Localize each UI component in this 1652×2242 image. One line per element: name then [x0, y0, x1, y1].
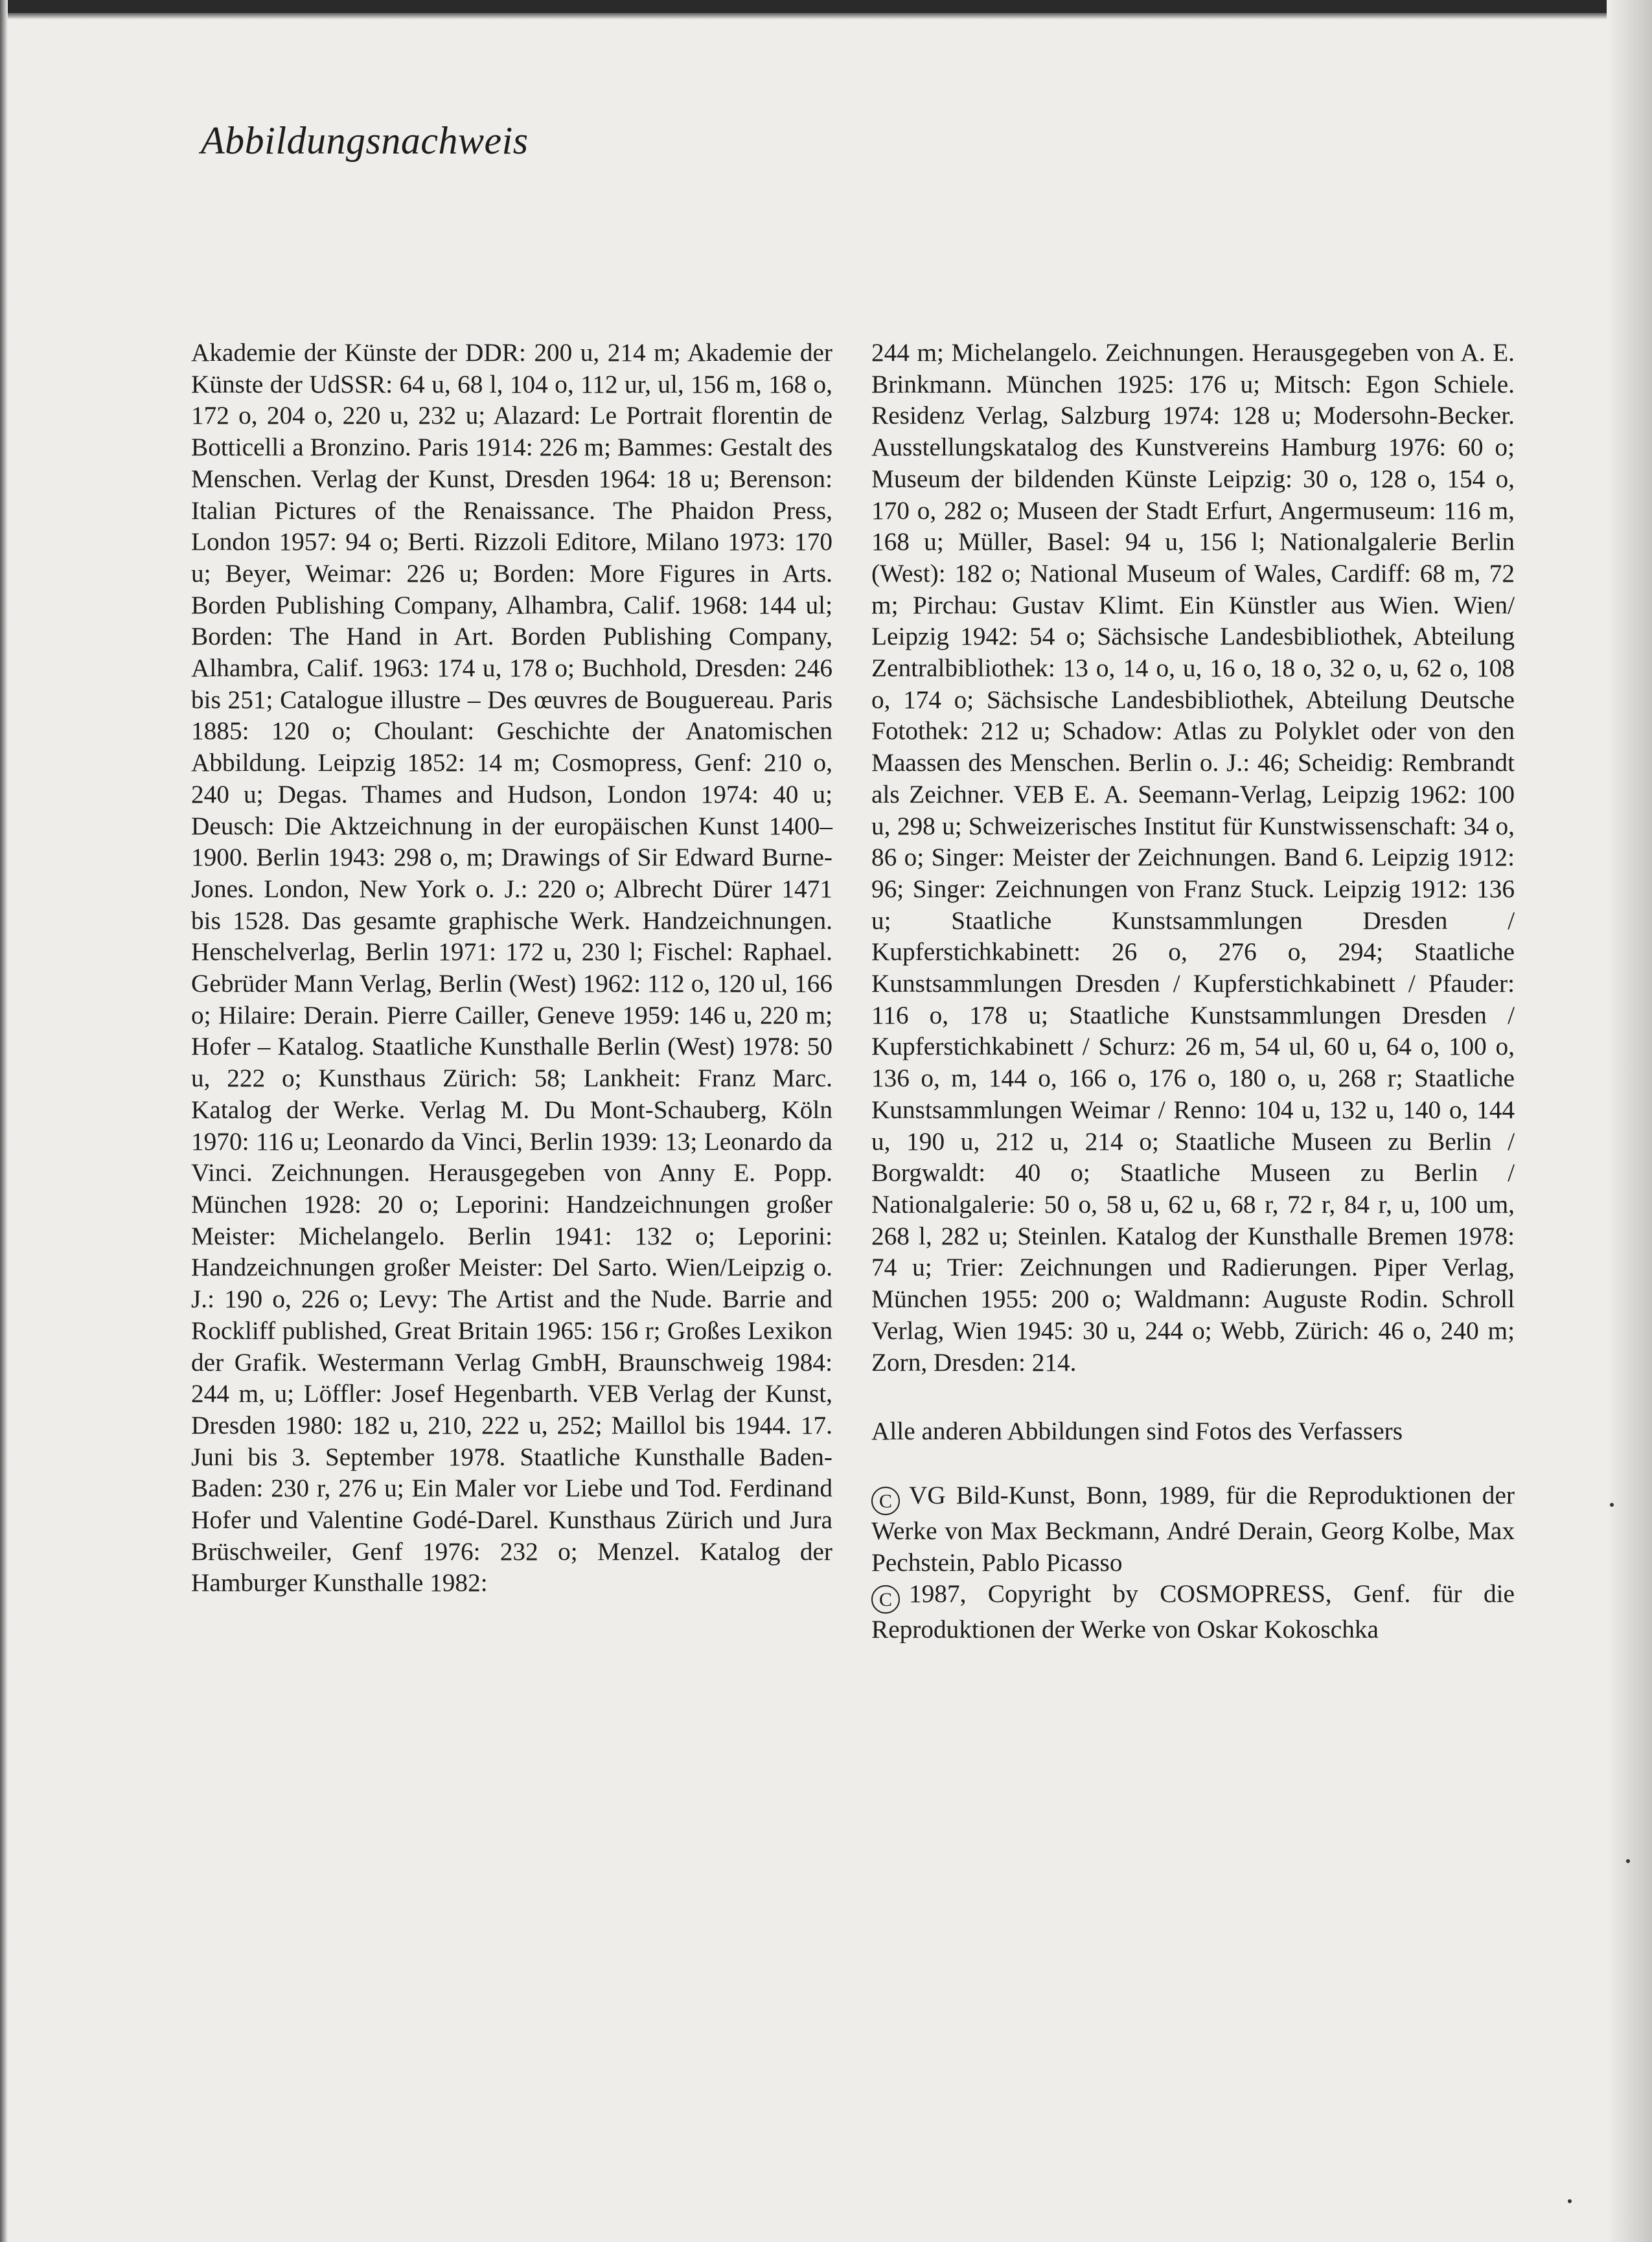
scan-top-shadow: [0, 13, 1652, 19]
copyright-text-1: VG Bild-Kunst, Bonn, 1989, für die Reproduktionen der Werke von Max Beckmann, André Derain, Georg Kolbe, Max Pechstein, Pablo Picasso: [871, 1480, 1515, 1577]
copyright-icon: C: [871, 1487, 900, 1515]
scan-speck: [1626, 1859, 1630, 1863]
scan-left-edge: [0, 0, 8, 2242]
copyright-icon: C: [871, 1585, 900, 1614]
copyright-line-vg-bild-kunst: [871, 1480, 1515, 1578]
copyright-text-2: 1987, Copyright by COSMOPRESS, Genf. für die Reproduktionen der Werke von Oskar Kokoschka: [871, 1579, 1515, 1644]
copyright-line-cosmopress: [871, 1578, 1515, 1645]
page-title: Abbildungsnachweis: [201, 119, 529, 162]
page-gutter-shadow: [1607, 0, 1652, 2242]
credits-text-right: 244 m; Michelangelo. Zeichnungen. Herausgegeben von A. E. Brinkmann. München 1925: 176 u; Mitsch: Egon Schiele. Residenz Verlag, Salzburg 1974: 128 u; Modersohn-Becker. Ausstellungskatalog des Kunstvereins Hamburg 1976: 60 o; Museum der bildenden Künste Leipzig: 30 o, 128 o, 154 o, 170 o, 282 o; Museen der Stadt Erfurt, Angermuseum: 116 m, 168 u; Müller, Basel: 94 u, 156 l; Nationalgalerie Berlin (West): 182 o; National Museum of Wales, Cardiff: 68 m, 72 m; Pirchau: Gustav Klimt. Ein Künstler aus Wien. Wien/ Leipzig 1942: 54 o; Sächsische Landesbibliothek, Abteilung Zentralbibliothek: 13 o, 14 o, u, 16 o, 18 o, 32 o, u, 62 o, 108 o, 174 o; Sächsische Landesbibliothek, Abteilung Deutsche Fotothek: 212 u; Schadow: Atlas zu Polyklet oder von den Maassen des Menschen. Berlin o. J.: 46; Scheidig: Rembrandt als Zeichner. VEB E. A. Seemann-Verlag, Leipzig 1962: 100 u, 298 u; Schweizerisches Institut für Kunstwissenschaft: 34 o, 86 o; Singer: Meister der Zeichnungen. Band 6. Leipzig 1912: 96; Singer: Zeichnungen von Franz Stuck. Leipzig 1912: 136 u; Staatliche Kunstsammlungen Dresden / Kupferstichkabinett: 26 o, 276 o, 294; Staatliche Kunstsammlungen Dresden / Kupferstichkabinett / Pfauder: 116 o, 178 u; Staatliche Kunstsammlungen Dresden / Kupferstichkabinett / Schurz: 26 m, 54 ul, 60 u, 64 o, 100 o, 136 o, m, 144 o, 166 o, 176 o, 180 o, u, 268 r; Staatliche Kunstsammlungen Weimar / Renno: 104 u, 132 u, 140 o, 144 u, 190 u, 212 u, 214 o; Staatliche Museen zu Berlin / Borgwaldt: 40 o; Staatliche Museen zu Berlin / Nationalgalerie: 50 o, 58 u, 62 u, 68 r, 72 r, 84 r, u, 100 um, 268 l, 282 u; Steinlen. Katalog der Kunsthalle Bremen 1978: 74 u; Trier: Zeichnungen und Radierungen. Piper Verlag, München 1955: 200 o; Waldmann: Auguste Rodin. Schroll Verlag, Wien 1945: 30 u, 244 o; Webb, Zürich: 46 o, 240 m; Zorn, Dresden: 214.: [871, 338, 1515, 1377]
scan-top-edge: [0, 0, 1652, 13]
left-column: [191, 337, 832, 1599]
right-column: [871, 337, 1515, 1645]
scan-speck: [1610, 1503, 1614, 1507]
scan-speck: [1568, 2199, 1572, 2203]
photos-note: Alle anderen Abbildungen sind Fotos des Verfassers: [871, 1417, 1403, 1446]
copyright-block: [871, 1480, 1515, 1645]
credits-text-left: Akademie der Künste der DDR: 200 u, 214 m; Akademie der Künste der UdSSR: 64 u, 68 l, 104 o, 112 ur, ul, 156 m, 168 o, 172 o, 204 o, 220 u, 232 u; Alazard: Le Portrait florentin de Botticelli a Bronzino. Paris 1914: 226 m; Bammes: Gestalt des Menschen. Verlag der Kunst, Dresden 1964: 18 u; Berenson: Italian Pictures of the Renaissance. The Phaidon Press, London 1957: 94 o; Berti. Rizzoli Editore, Milano 1973: 170 u; Beyer, Weimar: 226 u; Borden: More Figures in Arts. Borden Publishing Company, Alhambra, Calif. 1968: 144 ul; Borden: The Hand in Art. Borden Publishing Company, Alhambra, Calif. 1963: 174 u, 178 o; Buchhold, Dresden: 246 bis 251; Catalogue illustre – Des œuvres de Bouguereau. Paris 1885: 120 o; Choulant: Geschichte der Anatomischen Abbildung. Leipzig 1852: 14 m; Cosmopress, Genf: 210 o, 240 u; Degas. Thames and Hudson, London 1974: 40 u; Deusch: Die Aktzeichnung in der europäischen Kunst 1400–1900. Berlin 1943: 298 o, m; Drawings of Sir Edward Burne-Jones. London, New York o. J.: 220 o; Albrecht Dürer 1471 bis 1528. Das gesamte graphische Werk. Handzeichnungen. Henschelverlag, Berlin 1971: 172 u, 230 l; Fischel: Raphael. Gebrüder Mann Verlag, Berlin (West) 1962: 112 o, 120 ul, 166 o; Hilaire: Derain. Pierre Cailler, Geneve 1959: 146 u, 220 m; Hofer – Katalog. Staatliche Kunsthalle Berlin (West) 1978: 50 u, 222 o; Kunsthaus Zürich: 58; Lankheit: Franz Marc. Katalog der Werke. Verlag M. Du Mont-Schauberg, Köln 1970: 116 u; Leonardo da Vinci, Berlin 1939: 13; Leonardo da Vinci. Zeichnungen. Herausgegeben von Anny E. Popp. München 1928: 20 o; Leporini: Handzeichnungen großer Meister: Michelangelo. Berlin 1941: 132 o; Leporini: Handzeichnungen großer Meister: Del Sarto. Wien/Leipzig o. J.: 190 o, 226 o; Levy: The Artist and the Nude. Barrie and Rockliff published, Great Britain 1965: 156 r; Großes Lexikon der Grafik. Westermann Verlag GmbH, Braunschweig 1984: 244 m, u; Löffler: Josef Hegenbarth. VEB Verlag der Kunst, Dresden 1980: 182 u, 210, 222 u, 252; Maillol bis 1944. 17. Juni bis 3. September 1978. Staatliche Kunsthalle Baden-Baden: 230 r, 276 u; Ein Maler vor Liebe und Tod. Ferdinand Hofer und Valentine Godé-Darel. Kunsthaus Zürich und Jura Brüschweiler, Genf 1976: 232 o; Menzel. Katalog der Hamburger Kunsthalle 1982:: [191, 338, 832, 1597]
